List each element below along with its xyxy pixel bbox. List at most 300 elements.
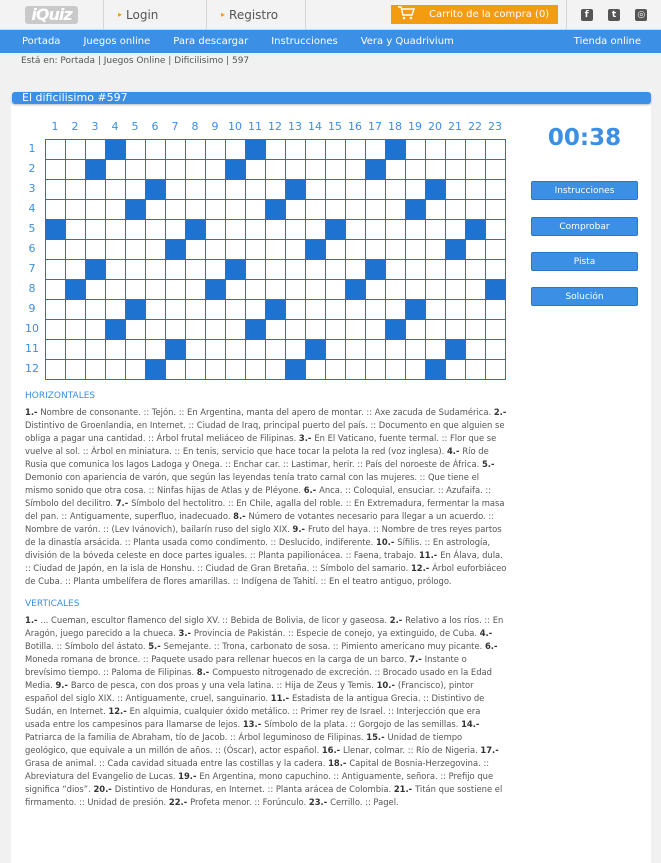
grid-cell[interactable] [166,200,186,220]
grid-cell[interactable] [226,320,246,340]
grid-cell[interactable] [86,220,106,240]
grid-cell[interactable] [266,140,286,160]
grid-cell[interactable] [466,200,486,220]
grid-cell[interactable] [126,240,146,260]
clue-number: 14.- [461,719,480,729]
grid-cell[interactable] [346,260,366,280]
grid-cell[interactable] [486,320,506,340]
grid-cell[interactable] [166,300,186,320]
grid-cell[interactable] [266,280,286,300]
grid-cell[interactable] [286,300,306,320]
grid-cell[interactable] [246,240,266,260]
grid-cell[interactable] [306,140,326,160]
instagram-icon[interactable]: ◎ [635,9,647,21]
grid-cell[interactable] [86,320,106,340]
grid-cell[interactable] [146,320,166,340]
clue-text: En El Vaticano, fuente termal. :: Flor que se vuelve al sol. :: Árbol en miniatura. :: En tenis, servicio que hace tocar la pelota la red (voz inglesa). [25,433,497,456]
grid-cell[interactable] [486,160,506,180]
nav-portada[interactable]: Portada [22,36,61,47]
grid-cell[interactable] [326,320,346,340]
grid-cell[interactable] [286,160,306,180]
grid-cell[interactable] [46,280,66,300]
grid-cell[interactable] [206,240,226,260]
grid-cell[interactable] [126,160,146,180]
grid-cell[interactable] [486,240,506,260]
grid-cell[interactable] [186,180,206,200]
grid-cell[interactable] [186,320,206,340]
facebook-icon[interactable]: f [581,9,593,21]
clue-number: 12.- [108,706,130,716]
grid-cell[interactable] [66,160,86,180]
grid-cell[interactable] [426,160,446,180]
grid-cell[interactable] [466,240,486,260]
grid-cell[interactable] [386,300,406,320]
row-number: 4 [28,202,36,215]
grid-cell[interactable] [326,300,346,320]
grid-cell[interactable] [426,140,446,160]
grid-cell[interactable] [206,200,226,220]
black-cell [66,280,86,300]
grid-cell[interactable] [206,220,226,240]
grid-cell[interactable] [486,140,506,160]
register-link[interactable] [207,0,306,29]
grid-cell[interactable] [66,220,86,240]
grid-cell[interactable] [326,200,346,220]
grid-cell[interactable] [266,320,286,340]
timer: 00:38 [547,125,622,151]
grid-row [46,300,506,320]
clue-number: 17.- [480,745,499,755]
grid-cell[interactable] [46,140,66,160]
grid-cell[interactable] [366,200,386,220]
grid-cell[interactable] [66,180,86,200]
clue-text: Semejante. :: Trona, carbonato de sosa. :: Pimiento americano muy picante. [163,641,485,651]
grid-cell[interactable] [266,340,286,360]
grid-cell[interactable] [246,260,266,280]
grid-cell[interactable] [286,340,306,360]
grid-cell[interactable] [466,320,486,340]
shopping-cart-icon [397,6,417,23]
grid-cell[interactable] [86,180,106,200]
grid-cell[interactable] [406,280,426,300]
grid-cell[interactable] [206,360,226,380]
grid-cell[interactable] [486,340,506,360]
black-cell [226,160,246,180]
grid-cell[interactable] [206,160,226,180]
grid-cell[interactable] [406,180,426,200]
grid-cell[interactable] [266,360,286,380]
black-cell [426,360,446,380]
grid-cell[interactable] [186,300,206,320]
grid-cell[interactable] [86,340,106,360]
clue-number: 20.- [93,784,115,794]
grid-cell[interactable] [46,200,66,220]
grid-cell[interactable] [146,280,166,300]
grid-cell[interactable] [446,360,466,380]
grid-cell[interactable] [386,340,406,360]
grid-cell[interactable] [326,260,346,280]
grid-cell[interactable] [386,220,406,240]
grid-cell[interactable] [206,340,226,360]
grid-cell[interactable] [446,280,466,300]
grid-cell[interactable] [446,180,466,200]
grid-cell[interactable] [406,360,426,380]
grid-cell[interactable] [286,200,306,220]
grid-cell[interactable] [246,160,266,180]
grid-cell[interactable] [86,300,106,320]
grid-cell[interactable] [246,200,266,220]
grid-cell[interactable] [306,300,326,320]
grid-cell[interactable] [186,260,206,280]
grid-cell[interactable] [486,360,506,380]
grid-cell[interactable] [346,320,366,340]
grid-cell[interactable] [46,320,66,340]
site-logo[interactable] [0,0,104,29]
grid-cell[interactable] [66,360,86,380]
clue-number: 8.- [233,511,249,521]
grid-row [46,320,506,340]
grid-cell[interactable] [326,180,346,200]
grid-cell[interactable] [246,220,266,240]
grid-cell[interactable] [166,280,186,300]
grid-cell[interactable] [306,160,326,180]
grid-cell[interactable] [146,240,166,260]
clue-text: Patriarca de la familia de Abraham, tío de Jacob. :: Árbol leguminoso de Filipinas. [25,732,367,742]
grid-cell[interactable] [306,360,326,380]
grid-cell[interactable] [286,140,306,160]
grid-cell[interactable] [106,180,126,200]
grid-cell[interactable] [166,360,186,380]
grid-cell[interactable] [386,360,406,380]
hint-button[interactable]: Pista [531,252,638,271]
grid-cell[interactable] [406,220,426,240]
grid-cell[interactable] [146,220,166,240]
grid-cell[interactable] [226,200,246,220]
grid-cell[interactable] [386,180,406,200]
cart-label: Carrito de la compra (0) [429,9,550,20]
grid-cell[interactable] [426,200,446,220]
grid-cell[interactable] [266,160,286,180]
grid-cell[interactable] [326,360,346,380]
grid-row [46,340,506,360]
grid-cell[interactable] [86,360,106,380]
grid-cell[interactable] [466,360,486,380]
grid-cell[interactable] [146,140,166,160]
grid-cell[interactable] [346,180,366,200]
grid-cell[interactable] [426,300,446,320]
grid-cell[interactable] [146,260,166,280]
nav-juegos-online[interactable]: Juegos online [83,36,151,47]
grid-cell[interactable] [46,160,66,180]
grid-cell[interactable] [366,220,386,240]
grid-cell[interactable] [106,160,126,180]
grid-cell[interactable] [186,340,206,360]
grid-cell[interactable] [146,340,166,360]
grid-cell[interactable] [486,300,506,320]
grid-cell[interactable] [346,340,366,360]
grid-cell[interactable] [66,300,86,320]
black-cell [106,140,126,160]
grid-cell[interactable] [86,200,106,220]
grid-cell[interactable] [326,280,346,300]
clue-text: Grasa de animal. :: Cada cavidad situada entre las costillas y la cadera. [25,758,329,768]
grid-cell[interactable] [166,320,186,340]
grid-cell[interactable] [126,140,146,160]
grid-cell[interactable] [486,200,506,220]
grid-cell[interactable] [166,140,186,160]
triangle-right-icon: ▸ [221,10,226,19]
grid-cell[interactable] [106,280,126,300]
grid-cell[interactable] [226,340,246,360]
grid-cell[interactable] [406,240,426,260]
grid-cell[interactable] [366,340,386,360]
grid-cell[interactable] [266,180,286,200]
grid-cell[interactable] [306,260,326,280]
grid-cell[interactable] [226,180,246,200]
grid-cell[interactable] [86,280,106,300]
grid-cell[interactable] [366,180,386,200]
grid-cell[interactable] [66,320,86,340]
grid-cell[interactable] [426,320,446,340]
grid-cell[interactable] [246,360,266,380]
grid-cell[interactable] [286,320,306,340]
grid-cell[interactable] [426,340,446,360]
grid-cell[interactable] [426,220,446,240]
grid-cell[interactable] [466,280,486,300]
grid-cell[interactable] [46,340,66,360]
solution-button[interactable]: Solución [531,287,638,306]
grid-cell[interactable] [406,340,426,360]
grid-cell[interactable] [466,140,486,160]
grid-cell[interactable] [346,240,366,260]
grid-cell[interactable] [446,140,466,160]
grid-cell[interactable] [206,320,226,340]
grid-cell[interactable] [206,140,226,160]
grid-cell[interactable] [186,140,206,160]
grid-cell[interactable] [66,260,86,280]
instructions-button[interactable]: Instrucciones [531,181,638,200]
grid-cell[interactable] [46,260,66,280]
grid-cell[interactable] [386,260,406,280]
grid-cell[interactable] [446,200,466,220]
clue-text: Distintivo de Honduras, en Internet. :: Planta arácea de Colombia. [114,784,394,794]
grid-cell[interactable] [486,180,506,200]
column-number: 23 [488,120,502,133]
grid-cell[interactable] [186,160,206,180]
grid-cell[interactable] [166,180,186,200]
grid-cell[interactable] [366,140,386,160]
grid-cell[interactable] [206,260,226,280]
grid-cell[interactable] [466,300,486,320]
grid-cell[interactable] [126,360,146,380]
grid-cell[interactable] [386,280,406,300]
grid-cell[interactable] [386,160,406,180]
grid-cell[interactable] [326,240,346,260]
grid-cell[interactable] [446,320,466,340]
grid-cell[interactable] [126,280,146,300]
grid-cell[interactable] [186,240,206,260]
grid-cell[interactable] [166,160,186,180]
grid-cell[interactable] [226,300,246,320]
nav-para-descargar[interactable]: Para descargar [173,36,249,47]
black-cell [206,280,226,300]
clue-text: Instante o brevísimo tiempo. :: Paloma de Filipinas. [25,654,467,677]
twitter-icon[interactable]: t [608,9,620,21]
grid-cell[interactable] [186,280,206,300]
clue-text: Relativo a los ríos. :: En Aragón, juego parecido a la chueca. [25,615,504,638]
grid-cell[interactable] [186,360,206,380]
grid-cell[interactable] [106,200,126,220]
grid-cell[interactable] [206,300,226,320]
grid-cell[interactable] [266,240,286,260]
grid-cell[interactable] [126,180,146,200]
grid-cell[interactable] [146,200,166,220]
grid-cell[interactable] [266,220,286,240]
grid-cell[interactable] [426,280,446,300]
grid-cell[interactable] [126,260,146,280]
grid-cell[interactable] [326,160,346,180]
grid-cell[interactable] [366,320,386,340]
grid-cell[interactable] [406,320,426,340]
grid-cell[interactable] [226,140,246,160]
grid-cell[interactable] [306,320,326,340]
grid-cell[interactable] [246,340,266,360]
grid-cell[interactable] [366,360,386,380]
grid-cell[interactable] [226,280,246,300]
clue-number: 10.- [376,537,398,547]
grid-cell[interactable] [226,220,246,240]
grid-cell[interactable] [306,180,326,200]
grid-cell[interactable] [446,260,466,280]
grid-cell[interactable] [46,180,66,200]
grid-cell[interactable] [286,260,306,280]
grid-cell[interactable] [346,160,366,180]
black-cell [226,260,246,280]
grid-cell[interactable] [286,280,306,300]
grid-cell[interactable] [86,240,106,260]
grid-cell[interactable] [126,220,146,240]
column-number: 9 [211,120,219,133]
row-number: 3 [28,182,36,195]
grid-cell[interactable] [166,260,186,280]
grid-cell[interactable] [406,160,426,180]
grid-cell[interactable] [106,220,126,240]
horizontal-clues [25,406,507,588]
grid-cell[interactable] [106,340,126,360]
grid-cell[interactable] [246,180,266,200]
nav-instrucciones[interactable]: Instrucciones [271,36,338,47]
grid-cell[interactable] [406,140,426,160]
grid-cell[interactable] [406,260,426,280]
grid-cell[interactable] [146,300,166,320]
black-cell [326,220,346,240]
check-button[interactable]: Comprobar [531,217,638,236]
clue-text: Titán que sostiene el firmamento. :: Unidad de presión. [25,784,503,807]
grid-cell[interactable] [306,200,326,220]
clue-text: Río de Rusia que comunica los lagos Ladoga y Onega. :: Enchar car. :: Lastimar, herir. :: País del noroeste de África. [25,446,489,469]
grid-cell[interactable] [486,260,506,280]
grid-cell[interactable] [306,280,326,300]
grid-cell[interactable] [346,360,366,380]
grid-cell[interactable] [186,200,206,220]
grid-cell[interactable] [246,300,266,320]
grid-cell[interactable] [486,220,506,240]
grid-cell[interactable] [466,340,486,360]
nav-vera-quadrivium[interactable]: Vera y Quadrivium [360,36,454,47]
logo-text: iQuiz [25,6,77,24]
grid-cell[interactable] [106,360,126,380]
black-cell [386,320,406,340]
grid-cell[interactable] [126,340,146,360]
grid-cell[interactable] [46,240,66,260]
cart-button[interactable] [391,5,558,24]
grid-cell[interactable] [446,160,466,180]
grid-cell[interactable] [266,260,286,280]
grid-cell[interactable] [346,140,366,160]
grid-cell[interactable] [286,220,306,240]
grid-cell[interactable] [386,240,406,260]
grid-cell[interactable] [106,260,126,280]
grid-cell[interactable] [366,280,386,300]
grid-cell[interactable] [426,240,446,260]
grid-cell[interactable] [366,300,386,320]
grid-cell[interactable] [466,160,486,180]
grid-cell[interactable] [166,220,186,240]
row-number: 8 [28,282,36,295]
grid-cell[interactable] [66,200,86,220]
main-nav [0,30,661,53]
clue-number: 21.- [393,784,416,794]
grid-cell[interactable] [86,140,106,160]
grid-cell[interactable] [226,360,246,380]
grid-cell[interactable] [66,240,86,260]
grid-cell[interactable] [466,180,486,200]
column-number: 22 [468,120,482,133]
grid-cell[interactable] [346,200,366,220]
clue-number: 6.- [484,641,498,651]
grid-cell[interactable] [46,360,66,380]
grid-cell[interactable] [146,160,166,180]
grid-cell[interactable] [226,240,246,260]
grid-cell[interactable] [446,300,466,320]
grid-cell[interactable] [126,320,146,340]
grid-cell[interactable] [386,200,406,220]
clue-number: 4.- [479,628,493,638]
grid-cell[interactable] [306,220,326,240]
grid-cell[interactable] [286,240,306,260]
login-link[interactable] [104,0,207,29]
grid-cell[interactable] [106,240,126,260]
grid-cell[interactable] [66,340,86,360]
grid-cell[interactable] [346,220,366,240]
column-number: 16 [348,120,362,133]
grid-cell[interactable] [66,140,86,160]
grid-cell[interactable] [426,260,446,280]
grid-cell[interactable] [206,180,226,200]
black-cell [446,240,466,260]
grid-cell[interactable] [106,300,126,320]
grid-cell[interactable] [326,340,346,360]
grid-cell[interactable] [366,240,386,260]
grid-cell[interactable] [246,280,266,300]
grid-cell[interactable] [326,140,346,160]
grid-cell[interactable] [46,300,66,320]
grid-cell[interactable] [446,220,466,240]
clue-text: Barco de pesca, con dos proas y una vela latina. :: Hija de Zeus y Temis. [70,680,377,690]
grid-cell[interactable] [346,300,366,320]
grid-cell[interactable] [466,260,486,280]
nav-tienda-online[interactable]: Tienda online [573,36,641,47]
